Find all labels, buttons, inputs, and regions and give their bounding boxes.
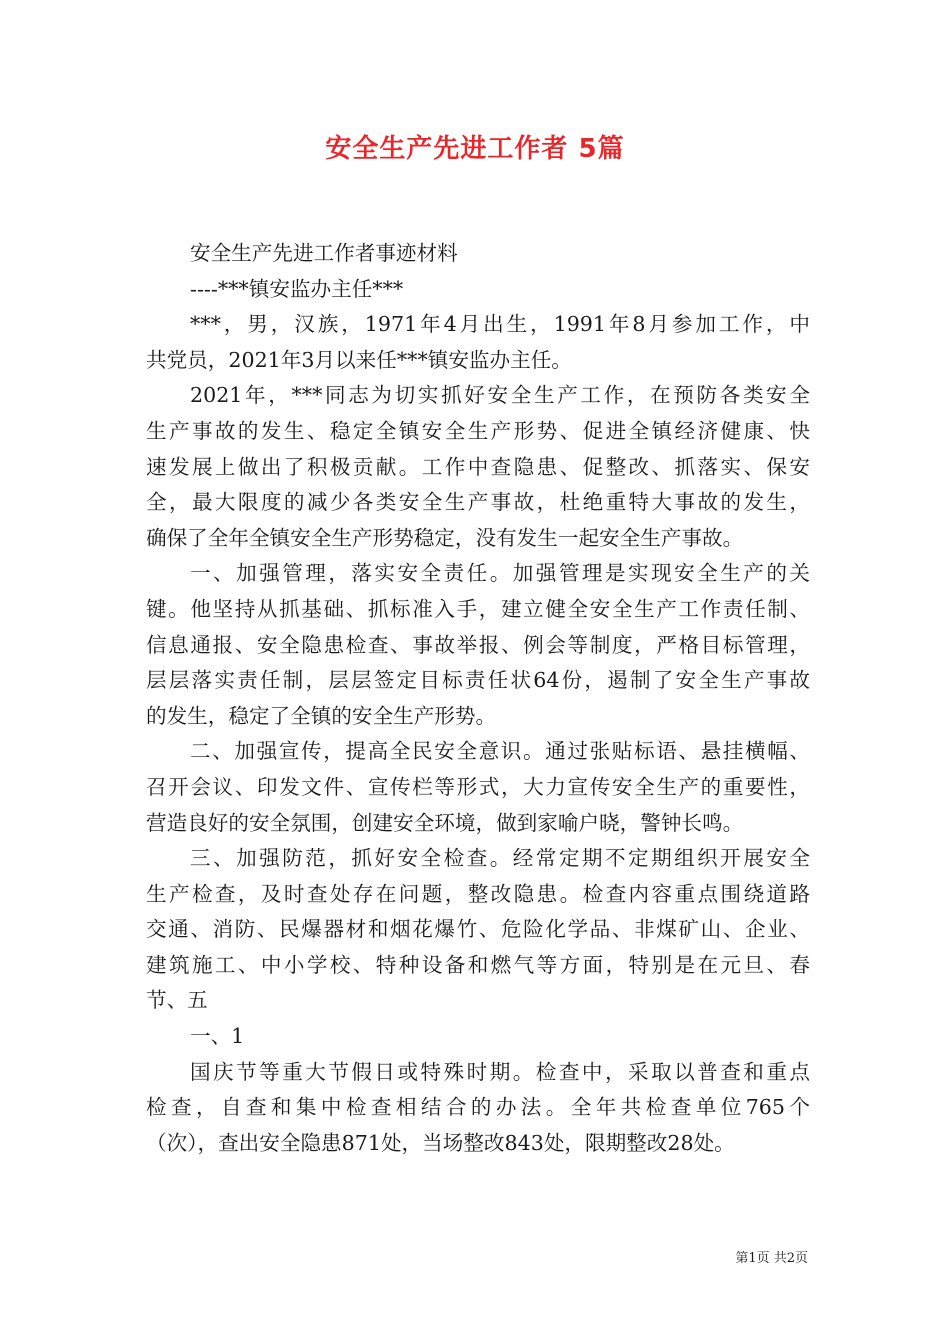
body-line-subtitle: 安全生产先进工作者事迹材料	[190, 241, 458, 265]
body-line: 三、加强防范，抓好安全检查。经常定期不定期组织开展安全	[190, 846, 810, 871]
body-line: 检查，自查和集中检查相结合的办法。全年共检查单位765个	[146, 1095, 810, 1120]
body-line: 信息通报、安全隐患检查、事故举报、例会等制度，严格目标管理，	[146, 632, 810, 657]
body-line: 一、加强管理，落实安全责任。加强管理是实现安全生产的关	[190, 561, 810, 586]
body-line: 全，最大限度的减少各类安全生产事故，杜绝重特大事故的发生，	[146, 490, 810, 515]
body-line: 共党员，2021年3月以来任***镇安监办主任。	[146, 347, 572, 372]
page-footer: 第1页 共2页	[735, 1251, 808, 1266]
body-line: 召开会议、印发文件、宣传栏等形式，大力宣传安全生产的重要性，	[146, 774, 810, 799]
body-line: 生产检查，及时查处存在问题，整改隐患。检查内容重点围绕道路	[146, 881, 810, 906]
body-line: 二、加强宣传，提高全民安全意识。通过张贴标语、悬挂横幅、	[190, 739, 810, 764]
body-line: 节、五	[146, 988, 208, 1013]
body-line: 生产事故的发生、稳定全镇安全生产形势、促进全镇经济健康、快	[146, 418, 810, 443]
body-line: 速发展上做出了积极贡献。工作中查隐患、促整改、抓落实、保安	[146, 454, 810, 479]
body-line: 交通、消防、民爆器材和烟花爆竹、危险化学品、非煤矿山、企业、	[146, 917, 810, 942]
body-line: 建筑施工、中小学校、特种设备和燃气等方面，特别是在元旦、春	[146, 952, 810, 977]
document-body	[146, 236, 810, 1161]
body-line: 2021年，***同志为切实抓好安全生产工作，在预防各类安全	[190, 383, 810, 408]
body-line: 营造良好的安全氛围，创建安全环境，做到家喻户晓，警钟长鸣。	[146, 810, 744, 835]
body-line: （次），查出安全隐患871处，当场整改843处，限期整改28处。	[146, 1130, 735, 1155]
document-title: 安全生产先进工作者 5篇	[325, 134, 625, 164]
body-line-author: ----***镇安监办主任***	[190, 276, 404, 301]
body-line: 确保了全年全镇安全生产形势稳定，没有发生一起安全生产事故。	[146, 525, 744, 550]
body-line: 层层落实责任制，层层签定目标责任状64份，遏制了安全生产事故	[146, 668, 810, 693]
body-line: 的发生，稳定了全镇的安全生产形势。	[146, 703, 497, 728]
body-line: 键。他坚持从抓基础、抓标准入手，建立健全安全生产工作责任制、	[146, 596, 810, 621]
body-line: ***，男，汉族，1971年4月出生，1991年8月参加工作，中	[190, 312, 810, 337]
body-line: 一、1	[190, 1024, 245, 1049]
body-line: 国庆节等重大节假日或特殊时期。检查中，采取以普查和重点	[190, 1059, 810, 1084]
